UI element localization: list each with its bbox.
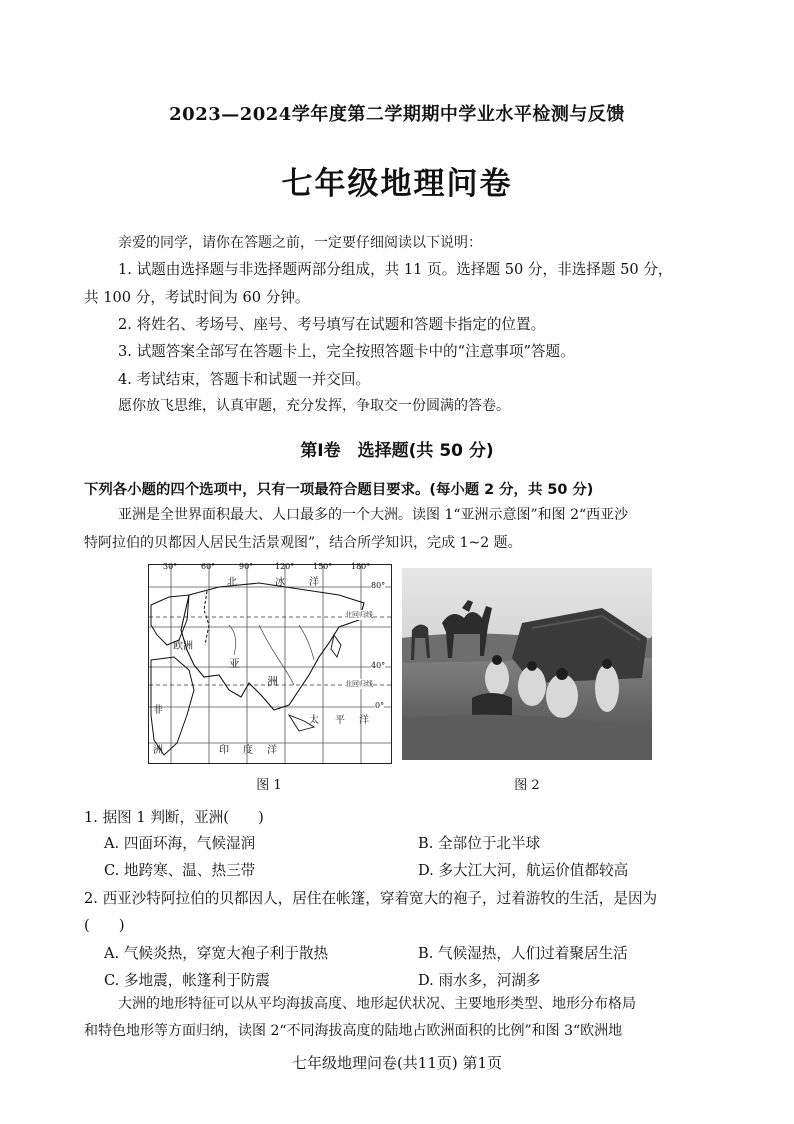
map-label-tropic: 北回归线 <box>345 680 373 688</box>
map-label-europe: 欧洲 <box>173 641 193 652</box>
instructions-wish: 愿你放飞思维，认真审题，充分发挥，争取交一份圆满的答卷。 <box>118 398 510 414</box>
q2-blank: ( ) <box>84 917 125 934</box>
instruction-item-4: 4. 考试结束，答题卡和试题一并交回。 <box>118 371 371 388</box>
lat-label-0: 0° <box>375 701 385 710</box>
q1-option-b[interactable]: B. 全部位于北半球 <box>418 835 541 852</box>
q2-option-c[interactable]: C. 多地震，帐篷利于防震 <box>104 972 270 989</box>
passage2-line2: 和特色地形等方面归纳，读图 2“不同海拔高度的陆地占欧洲面积的比例”和图 3“欧洲地 <box>84 1023 623 1039</box>
lon-label-90: 90° <box>239 562 254 571</box>
map-label-ping: 平 <box>335 715 345 726</box>
map-label-arctic-circle: 北回归线 <box>345 611 373 619</box>
map-label-yang: 洋 <box>309 577 319 588</box>
map-label-fei: 非 <box>153 705 163 716</box>
q1-option-a[interactable]: A. 四面环海，气候湿润 <box>104 835 256 852</box>
map-label-yang3: 洋 <box>267 745 277 756</box>
page-title: 七年级地理问卷 <box>281 166 513 202</box>
instruction-item-1-cont: 共 100 分，考试时间为 60 分钟。 <box>84 289 310 306</box>
map-label-ya: 亚 <box>229 657 240 670</box>
q2-stem: 2. 西亚沙特阿拉伯的贝都因人，居住在帐篷，穿着宽大的袍子，过着游牧的生活，是因为 <box>84 890 658 907</box>
asia-map-figure <box>148 564 392 764</box>
q2-option-d[interactable]: D. 雨水多，河湖多 <box>418 972 541 989</box>
lon-label-180: 180° <box>351 562 371 571</box>
bedouin-photo <box>402 568 652 760</box>
map-label-bei: 北 <box>227 577 237 588</box>
map-label-zhou2: 洲 <box>153 745 163 756</box>
asia-map <box>149 565 391 763</box>
map-label-du: 度 <box>243 745 253 756</box>
passage1-line1: 亚洲是全世界面积最大、人口最多的一个大洲。读图 1“亚洲示意图”和图 2“西亚沙 <box>118 507 629 523</box>
map-label-zhou: 洲 <box>267 675 278 688</box>
passage1-line2: 特阿拉伯的贝都因人居民生活景观图”，结合所学知识，完成 1~2 题。 <box>84 535 522 551</box>
instruction-item-2: 2. 将姓名、考场号、座号、考号填写在试题和答题卡指定的位置。 <box>118 316 546 333</box>
instructions-intro: 亲爱的同学，请你在答题之前，一定要仔细阅读以下说明： <box>118 235 482 251</box>
exam-subtitle: 2023—2024学年度第二学期期中学业水平检测与反馈 <box>169 104 625 125</box>
section-instruction: 下列各小题的四个选项中，只有一项最符合题目要求。(每小题 2 分，共 50 分) <box>84 482 594 498</box>
figure2-caption: 图 2 <box>514 778 540 793</box>
bedouin-photo-image <box>402 568 652 760</box>
lat-label-80: 80° <box>371 581 386 590</box>
map-label-yang2: 洋 <box>359 715 369 726</box>
lon-label-60: 60° <box>201 562 216 571</box>
lon-label-30: 30° <box>163 562 178 571</box>
instruction-item-3: 3. 试题答案全部写在答题卡上，完全按照答题卡中的“注意事项”答题。 <box>118 343 575 360</box>
figure1-caption: 图 1 <box>256 778 282 793</box>
q2-option-b[interactable]: B. 气候湿热，人们过着聚居生活 <box>418 945 628 962</box>
lat-label-40: 40° <box>371 661 386 670</box>
lon-label-150: 150° <box>313 562 333 571</box>
map-label-bing: 冰 <box>275 577 285 588</box>
passage2-line1: 大洲的地形特征可以从平均海拔高度、地形起伏状况、主要地形类型、地形分布格局 <box>118 996 636 1012</box>
section-title: 第Ⅰ卷 选择题(共 50 分) <box>300 441 494 461</box>
q2-option-a[interactable]: A. 气候炎热，穿宽大袍子利于散热 <box>104 945 329 962</box>
instruction-item-1: 1. 试题由选择题与非选择题两部分组成，共 11 页。选择题 50 分，非选择题 50 分， <box>118 261 673 278</box>
lon-label-120: 120° <box>275 562 295 571</box>
page-footer: 七年级地理问卷(共11页) 第1页 <box>291 1054 503 1072</box>
q1-stem: 1. 据图 1 判断，亚洲( ) <box>84 809 264 826</box>
map-label-tai: 太 <box>309 715 319 726</box>
q1-option-d[interactable]: D. 多大江大河，航运价值都较高 <box>418 862 629 879</box>
map-label-yin: 印 <box>219 745 229 756</box>
q1-option-c[interactable]: C. 地跨寒、温、热三带 <box>104 862 256 879</box>
